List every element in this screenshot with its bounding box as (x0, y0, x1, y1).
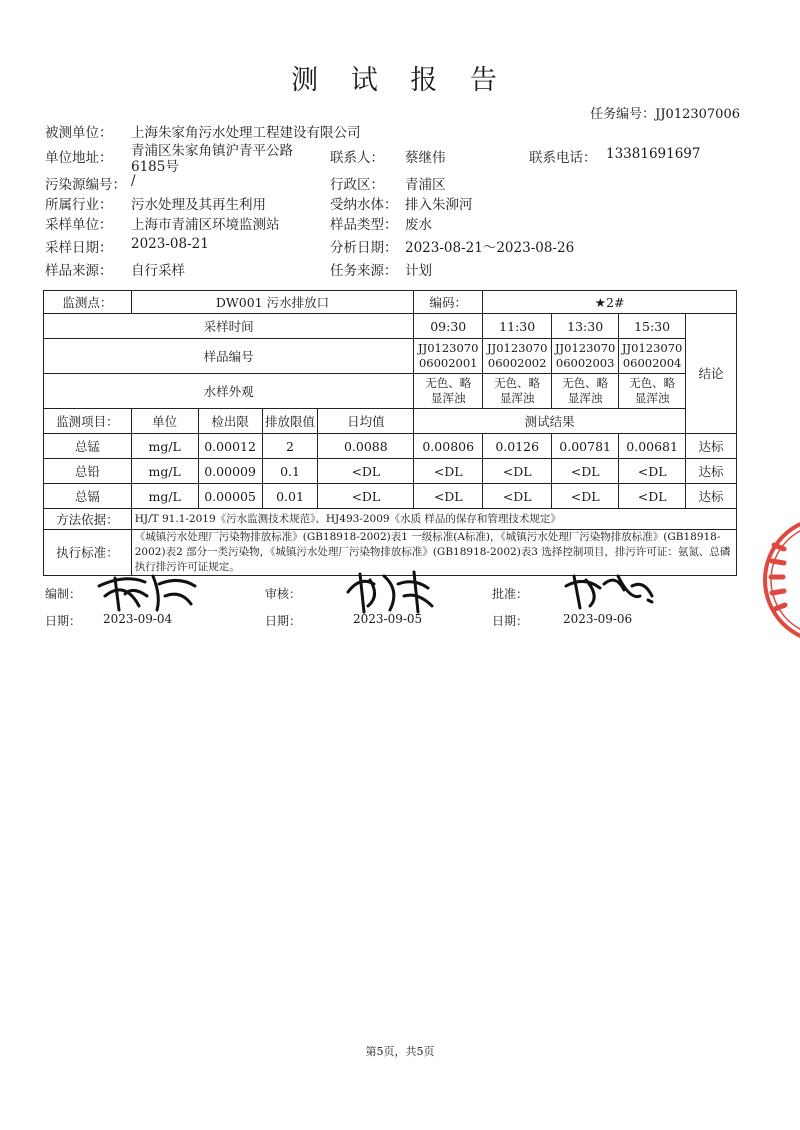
method-label: 方法依据： (44, 509, 132, 530)
seal-stamp (752, 515, 800, 645)
appearance-row (44, 374, 737, 409)
appearance-cell: 无色、略 显浑浊 (414, 374, 483, 409)
table-row (44, 459, 737, 484)
avg-cell: <DL (318, 459, 414, 484)
compile-date-label: 日期： (45, 614, 82, 628)
approve-date: 2023-09-06 (563, 612, 633, 626)
sampler-value: 上海市青浦区环境监测站 (131, 217, 280, 233)
result-cell: 0.00781 (552, 434, 619, 459)
result-cell: <DL (414, 459, 483, 484)
item-cell: 总镉 (44, 484, 132, 509)
result-cell: <DL (619, 459, 686, 484)
appearance-cell: 无色、略 显浑浊 (619, 374, 686, 409)
address-line1: 青浦区朱家角镇沪青平公路 (131, 143, 293, 159)
item-header: 监测项目： (44, 409, 132, 434)
sample-no-cell: JJ0123070 06002004 (619, 339, 686, 374)
sample-no-label: 样品编号 (44, 339, 414, 374)
time-cell: 15:30 (619, 314, 686, 339)
limit-cell: 0.00005 (198, 484, 262, 509)
appearance-cell: 无色、略 显浑浊 (552, 374, 619, 409)
district-value: 青浦区 (405, 177, 446, 193)
limit-header: 检出限 (198, 409, 262, 434)
district-label: 行政区： (330, 177, 384, 193)
review-label: 审核： (265, 587, 302, 601)
result-cell: <DL (552, 459, 619, 484)
standard-header: 排放限值 (262, 409, 318, 434)
header-row (44, 409, 737, 434)
point-label: 监测点： (44, 291, 132, 314)
time-label: 采样时间 (44, 314, 414, 339)
results-header: 测试结果 (414, 409, 686, 434)
standard-label: 执行标准： (44, 530, 132, 576)
sample-date-label: 采样日期： (45, 240, 113, 256)
result-cell: <DL (619, 484, 686, 509)
time-row (44, 314, 737, 339)
sample-no-cell: JJ0123070 06002002 (483, 339, 552, 374)
approver-signature (560, 566, 660, 612)
conclusion-header: 结论 (686, 314, 737, 434)
approve-label: 批准： (492, 587, 529, 601)
unit-value: 上海朱家角污水处理工程建设有限公司 (131, 125, 361, 141)
result-cell: <DL (483, 459, 552, 484)
avg-header: 日均值 (318, 409, 414, 434)
sample-no-row (44, 339, 737, 374)
sample-no-cell: JJ0123070 06002003 (552, 339, 619, 374)
table-row (44, 484, 737, 509)
type-value: 废水 (405, 217, 432, 233)
approve-date-label: 日期： (492, 614, 529, 628)
reviewer-signature (340, 566, 440, 616)
industry-value: 污水处理及其再生利用 (131, 197, 266, 213)
sampler-label: 采样单位： (45, 217, 113, 233)
sample-no-cell: JJ0123070 06002001 (414, 339, 483, 374)
result-cell: 0.0126 (483, 434, 552, 459)
code-label: 编码： (414, 291, 483, 314)
appearance-cell: 无色、略 显浑浊 (483, 374, 552, 409)
result-cell: <DL (414, 484, 483, 509)
result-cell: <DL (552, 484, 619, 509)
task-source-value: 计划 (405, 263, 432, 279)
compile-label: 编制： (45, 587, 82, 601)
phone-value: 13381691697 (606, 146, 701, 162)
unit-header: 单位 (131, 409, 198, 434)
analysis-date-label: 分析日期： (330, 240, 398, 256)
compiler-signature (95, 566, 205, 614)
unit-cell: mg/L (131, 434, 198, 459)
point-value: DW001 污水排放口 (131, 291, 413, 314)
limit-cell: 0.00009 (198, 459, 262, 484)
result-cell: 0.00681 (619, 434, 686, 459)
source-value: / (131, 173, 136, 189)
time-cell: 13:30 (552, 314, 619, 339)
standard-text: 《城镇污水处理厂污染物排放标准》(GB18918-2002)表1 一级标准(A标准)，《城镇污水处理厂污染物排放标准》(GB18918-2002)表2 部分一类污染物，《城镇污水处理厂污染物排放标准》(GB18918-2002)表3 选择控制项目，排污许可证：氨氮、总磷执行排污许可证规定。 (131, 530, 736, 576)
unit-label: 被测单位： (45, 125, 113, 141)
method-row (44, 509, 737, 530)
standard-cell: 0.1 (262, 459, 318, 484)
type-label: 样品类型： (330, 217, 398, 233)
unit-cell: mg/L (131, 459, 198, 484)
industry-label: 所属行业： (45, 197, 113, 213)
water-label: 受纳水体： (330, 197, 398, 213)
result-cell: 0.00806 (414, 434, 483, 459)
avg-cell: <DL (318, 484, 414, 509)
standard-cell: 0.01 (262, 484, 318, 509)
phone-label: 联系电话： (529, 150, 597, 166)
item-cell: 总铅 (44, 459, 132, 484)
origin-value: 自行采样 (131, 263, 185, 279)
page-number: 第5页，共5页 (365, 1045, 435, 1058)
conclusion-cell: 达标 (686, 434, 737, 459)
time-cell: 09:30 (414, 314, 483, 339)
sample-date-value: 2023-08-21 (131, 236, 209, 252)
item-cell: 总锰 (44, 434, 132, 459)
task-number: 任务编号：JJ012307006 (590, 107, 740, 122)
address-line2: 6185号 (131, 159, 179, 175)
results-table (43, 290, 737, 576)
standard-cell: 2 (262, 434, 318, 459)
report-title: 测 试 报 告 (291, 65, 509, 96)
point-row (44, 291, 737, 314)
limit-cell: 0.00012 (198, 434, 262, 459)
conclusion-cell: 达标 (686, 459, 737, 484)
address-label: 单位地址： (45, 150, 113, 166)
water-value: 排入朱泖河 (405, 197, 473, 213)
contact-label: 联系人： (330, 150, 384, 166)
analysis-date-value: 2023-08-21～2023-08-26 (405, 240, 575, 256)
time-cell: 11:30 (483, 314, 552, 339)
table-row (44, 434, 737, 459)
origin-label: 样品来源： (45, 263, 113, 279)
code-value: ★2# (483, 291, 737, 314)
source-label: 污染源编号： (45, 177, 126, 193)
avg-cell: 0.0088 (318, 434, 414, 459)
appearance-label: 水样外观 (44, 374, 414, 409)
compile-date: 2023-09-04 (103, 612, 173, 626)
result-cell: <DL (483, 484, 552, 509)
method-text: HJ/T 91.1-2019《污水监测技术规范》、HJ493-2009《水质 样品的保存和管理技术规定》 (131, 509, 736, 530)
review-date-label: 日期： (265, 614, 302, 628)
review-date: 2023-09-05 (353, 612, 423, 626)
contact-value: 蔡继伟 (405, 150, 446, 166)
unit-cell: mg/L (131, 484, 198, 509)
task-source-label: 任务来源： (330, 263, 398, 279)
conclusion-cell: 达标 (686, 484, 737, 509)
